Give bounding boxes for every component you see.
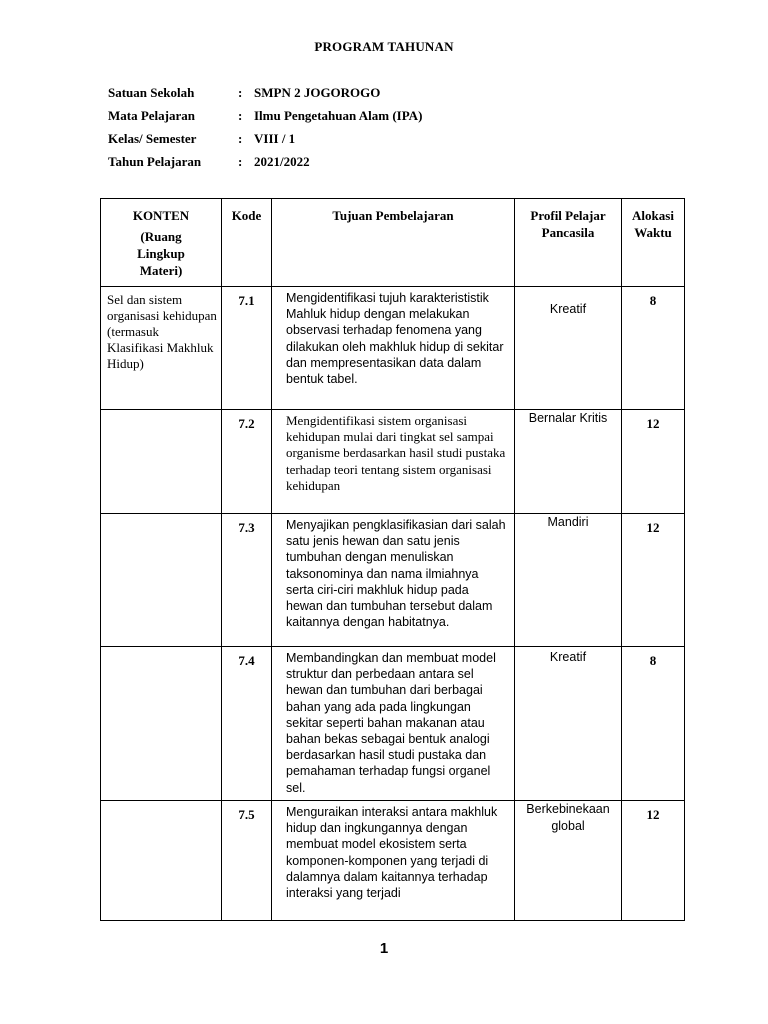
cell-profil: Kreatif [515,287,622,410]
header-alokasi: Alokasi Waktu [622,199,685,287]
meta-row-kelas-semester [108,131,422,154]
cell-profil: Kreatif [515,647,622,801]
meta-value: SMPN 2 JOGOROGO [254,85,381,100]
cell-alokasi: 8 [622,647,685,801]
header-kode: Kode [222,199,272,287]
document-title: PROGRAM TAHUNAN [314,39,454,54]
cell-kode: 7.1 [222,287,272,410]
table-row [101,410,685,514]
table-row [101,647,685,801]
meta-colon: : [238,154,243,169]
header-konten-label: KONTEN [132,208,190,223]
cell-profil: Berkebinekaan global [515,801,622,921]
meta-label: Kelas/ Semester [108,131,197,146]
meta-row-tahun-pelajaran [108,154,422,177]
cell-tujuan: Mengidentifikasi sistem organisasi kehidupan mulai dari tingkat sel sampai organisme berdasarkan hasil studi pustaka terhadap teori tentang sistem organisasi kehidupan [272,410,515,514]
page-number: 1 [379,940,389,957]
cell-kode: 7.2 [222,410,272,514]
cell-alokasi: 8 [622,287,685,410]
cell-profil: Bernalar Kritis [515,410,622,514]
cell-tujuan: Mengidentifikasi tujuh karakterististik Mahluk hidup dengan melakukan observasi terhadap fenomena yang dilakukan oleh makhluk hidup di sekitar dan mempresentasikan data dalam bentuk tabel. [272,287,515,410]
table-row [101,287,685,410]
cell-konten [101,647,222,801]
meta-row-mata-pelajaran [108,108,422,131]
header-tujuan: Tujuan Pembelajaran [272,199,515,287]
cell-alokasi: 12 [622,801,685,921]
cell-alokasi: 12 [622,410,685,514]
meta-colon: : [238,85,243,100]
cell-profil: Mandiri [515,514,622,647]
table-row [101,514,685,647]
cell-tujuan: Membandingkan dan membuat model struktur dan perbedaan antara sel hewan dan tumbuhan dari berbagai bahan yang ada pada lingkungan sekitar seperti bahan makanan atau bahan bekas sebagai bentuk analogi berdasarkan hasil studi pustaka dan pemahaman terhadap fungsi organel sel. [272,647,515,801]
cell-alokasi: 12 [622,514,685,647]
header-konten-sub: (Ruang Lingkup Materi) [137,229,185,278]
meta-label: Mata Pelajaran [108,108,196,123]
document-meta [108,85,422,177]
cell-kode: 7.4 [222,647,272,801]
cell-konten [101,410,222,514]
meta-row-satuan-sekolah [108,85,422,108]
meta-value: Ilmu Pengetahuan Alam (IPA) [254,108,423,123]
meta-value: 2021/2022 [254,154,310,169]
program-table [100,198,685,921]
cell-kode: 7.3 [222,514,272,647]
cell-kode: 7.5 [222,801,272,921]
meta-value: VIII / 1 [254,131,296,146]
header-konten [101,199,222,287]
cell-konten: Sel dan sistem organisasi kehidupan (termasuk Klasifikasi Makhluk Hidup) [101,287,222,410]
cell-konten [101,801,222,921]
meta-label: Tahun Pelajaran [108,154,202,169]
cell-konten [101,514,222,647]
meta-colon: : [238,131,243,146]
meta-label: Satuan Sekolah [108,85,195,100]
cell-tujuan: Menguraikan interaksi antara makhluk hidup dan ingkungannya dengan membuat model ekosistem serta komponen-komponen yang terjadi di dalamnya dalam kaitannya terhadap interaksi yang terjadi [272,801,515,921]
table-header-row [101,199,685,287]
table-row [101,801,685,921]
header-profil: Profil Pelajar Pancasila [515,199,622,287]
meta-colon: : [238,108,243,123]
cell-tujuan: Menyajikan pengklasifikasian dari salah satu jenis hewan dan satu jenis tumbuhan dengan menuliskan taksonominya dan nama ilmiahnya serta ciri-ciri makhluk hidup pada hewan dan tumbuhan tersebut dalam kaitannya dengan habitatnya. [272,514,515,647]
